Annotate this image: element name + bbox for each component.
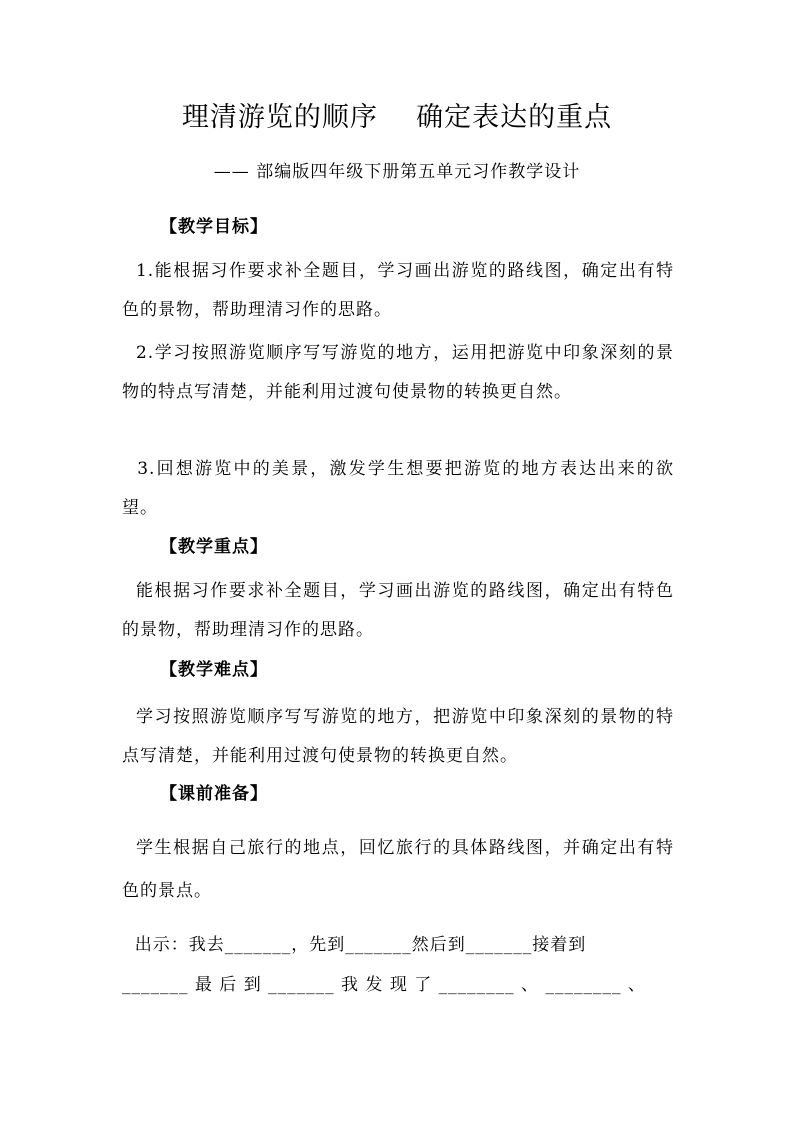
key-points-text: 能根据习作要求补全题目，学习画出游览的路线图，确定出有特色的景物，帮助理清习作的思路。 — [122, 581, 675, 640]
difficulties-text: 学习按照游览顺序写写游览的地方，把游览中印象深刻的景物的特点写清楚，并能利用过渡句使景物的转换更自然。 — [122, 707, 675, 766]
objective-item-2: 2.学习按照游览顺序写写游览的地方，运用把游览中印象深刻的景物的特点写清楚，并能利用过渡句使景物的转换更自然。 — [122, 343, 675, 402]
heading-objectives: 【教学目标】 — [160, 217, 268, 237]
objective-item-1: 1.能根据习作要求补全题目，学习画出游览的路线图，确定出有特色的景物，帮助理清习作的思路。 — [122, 261, 675, 320]
heading-preparation: 【课前准备】 — [160, 784, 268, 804]
preparation-text: 学生根据自己旅行的地点，回忆旅行的具体路线图，并确定出有特色的景点。 — [122, 838, 675, 901]
prompt-line-2: _______ 最 后 到 _______ 我 发 现 了 ________ 、 ________ 、 — [122, 975, 646, 995]
heading-difficulties: 【教学难点】 — [160, 660, 268, 680]
prompt-line-1: 出示：我去_______，先到_______然后到_______接着到 — [122, 935, 587, 955]
document-title: 理清游览的顺序 确定表达的重点 — [181, 102, 613, 133]
document-subtitle: —— 部编版四年级下册第五单元习作教学设计 — [213, 162, 581, 182]
heading-key-points: 【教学重点】 — [160, 537, 268, 557]
objective-item-3: 3.回想游览中的美景，激发学生想要把游览的地方表达出来的欲望。 — [122, 459, 675, 518]
